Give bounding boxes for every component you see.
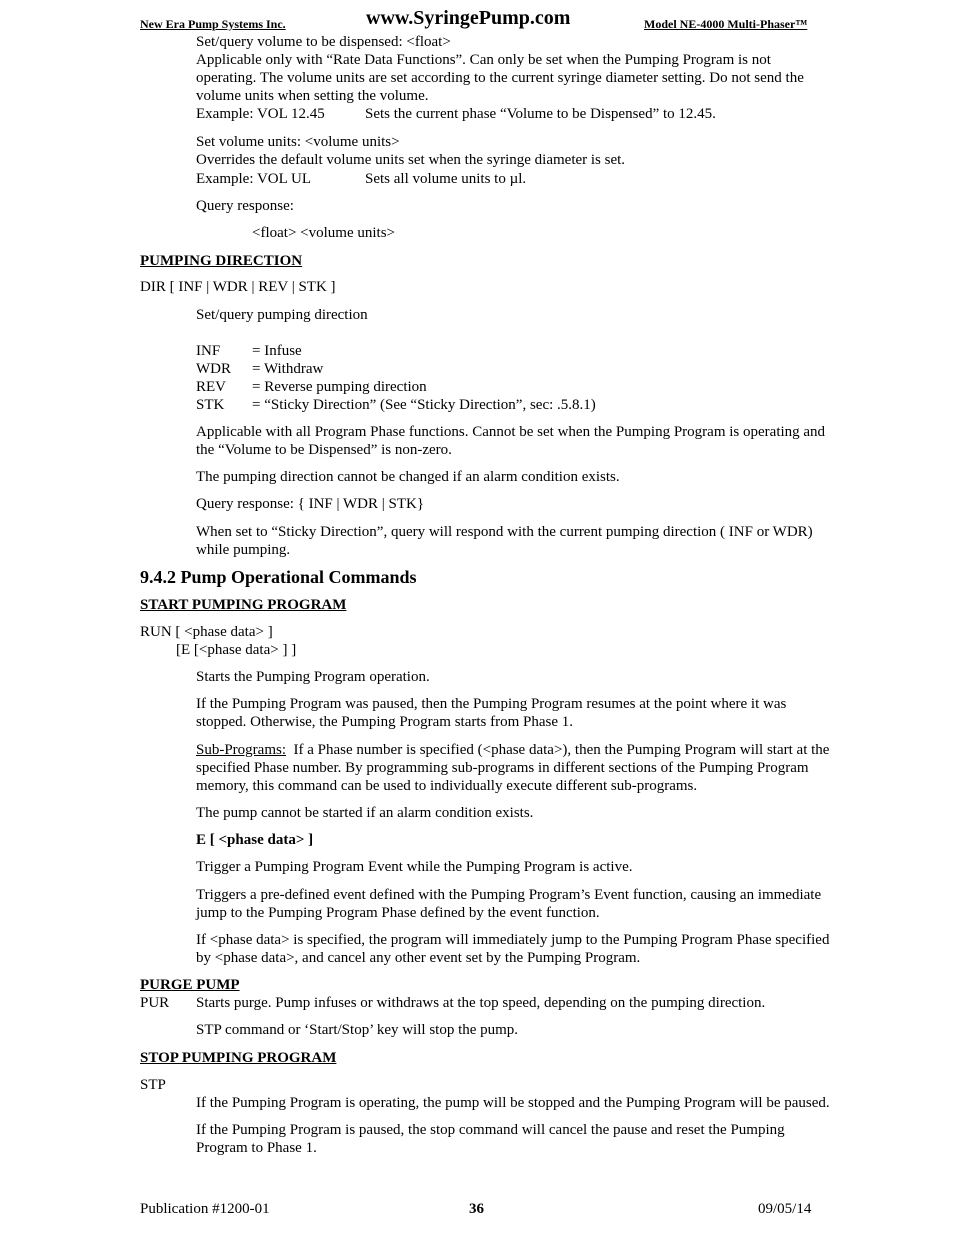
vol-line-4: volume units when setting the volume. — [196, 88, 429, 104]
vol-query-label: Query response: — [196, 198, 294, 214]
purge-para-2: STP command or ‘Start/Stop’ key will stop the pump. — [196, 1022, 519, 1038]
vol-line-3: operating. The volume units are set according to the current syringe diameter setting. Do not send the — [196, 70, 804, 86]
run-para-6-line-2: jump to the Pumping Program Phase defined by the event function. — [196, 905, 600, 921]
purge-cmd: PUR — [140, 995, 170, 1011]
dir-option-code: INF — [196, 343, 221, 359]
footer-date: 09/05/14 — [758, 1201, 812, 1217]
dir-desc: Set/query pumping direction — [196, 307, 368, 323]
run-heading: START PUMPING PROGRAM — [140, 597, 347, 613]
vol-line-1: Set/query volume to be dispensed: <float> — [196, 34, 451, 50]
stop-cmd: STP — [140, 1077, 166, 1093]
section-title: 9.4.2 Pump Operational Commands — [140, 567, 417, 587]
vol-line-2: Applicable only with “Rate Data Functions”. Can only be set when the Pumping Program is not — [196, 52, 771, 68]
run-para-2-line-2: stopped. Otherwise, the Pumping Program starts from Phase 1. — [196, 714, 574, 730]
vol-units-line-2: Overrides the default volume units set when the syringe diameter is set. — [196, 152, 626, 168]
dir-query: Query response: { INF | WDR | STK} — [196, 496, 425, 512]
run-para-4: The pump cannot be started if an alarm condition exists. — [196, 805, 534, 821]
header-website: www.SyringePump.com — [366, 7, 571, 29]
dir-option-code: WDR — [196, 361, 231, 377]
dir-option-meaning: = Infuse — [252, 343, 302, 359]
stop-para-2-line-2: Program to Phase 1. — [196, 1140, 317, 1156]
dir-para-3-line-1: When set to “Sticky Direction”, query will respond with the current pumping direction ( INF or WDR) — [196, 524, 813, 540]
sub-programs-label: Sub-Programs: — [196, 742, 286, 758]
stop-para-2-line-1: If the Pumping Program is paused, the stop command will cancel the pause and reset the Pumping — [196, 1122, 785, 1138]
vol-units-line-1: Set volume units: <volume units> — [196, 134, 400, 150]
run-para-1: Starts the Pumping Program operation. — [196, 669, 430, 685]
vol-query-value: <float> <volume units> — [252, 225, 395, 241]
dir-heading: PUMPING DIRECTION — [140, 253, 303, 269]
run-syntax-1: RUN [ <phase data> ] — [140, 624, 273, 640]
dir-option-meaning: = Withdraw — [252, 361, 324, 377]
vol-example-1-label: Example: VOL 12.45 — [196, 106, 325, 122]
footer-publication: Publication #1200-01 — [140, 1201, 270, 1217]
stop-para-1: If the Pumping Program is operating, the pump will be stopped and the Pumping Program will be paused. — [196, 1095, 830, 1111]
dir-para-1-line-2: the “Volume to be Dispensed” is non-zero. — [196, 442, 452, 458]
footer-page-number: 36 — [469, 1201, 484, 1217]
vol-example-1-desc: Sets the current phase “Volume to be Dispensed” to 12.45. — [365, 106, 716, 122]
dir-para-3-line-2: while pumping. — [196, 542, 291, 558]
purge-desc: Starts purge. Pump infuses or withdraws at the top speed, depending on the pumping direction. — [196, 995, 766, 1011]
dir-para-1-line-1: Applicable with all Program Phase functions. Cannot be set when the Pumping Program is operating and — [196, 424, 826, 440]
run-para-3-line-3: memory, this command can be used to individually execute different sub-programs. — [196, 778, 698, 794]
run-e-heading: E [ <phase data> ] — [196, 832, 314, 848]
run-syntax-2: [E [<phase data> ] ] — [176, 642, 297, 658]
dir-option-meaning: = Reverse pumping direction — [252, 379, 427, 395]
run-para-5: Trigger a Pumping Program Event while the Pumping Program is active. — [196, 859, 633, 875]
run-para-7-line-2: by <phase data>, and cancel any other event set by the Pumping Program. — [196, 950, 641, 966]
dir-option-code: REV — [196, 379, 226, 395]
dir-option-code: STK — [196, 397, 225, 413]
dir-syntax: DIR [ INF | WDR | REV | STK ] — [140, 279, 336, 295]
run-para-3-line-2: specified Phase number. By programming sub-programs in different sections of the Pumping Program — [196, 760, 809, 776]
vol-example-2-label: Example: VOL UL — [196, 171, 311, 187]
header-company: New Era Pump Systems Inc. — [140, 17, 286, 31]
stop-heading: STOP PUMPING PROGRAM — [140, 1050, 337, 1066]
run-para-2-line-1: If the Pumping Program was paused, then the Pumping Program resumes at the point where it was — [196, 696, 787, 712]
run-para-3-text: If a Phase number is specified (<phase data>), then the Pumping Program will start at the — [286, 742, 830, 758]
header-model: Model NE-4000 Multi-Phaser™ — [644, 17, 808, 31]
dir-para-2: The pumping direction cannot be changed if an alarm condition exists. — [196, 469, 620, 485]
dir-option-meaning: = “Sticky Direction” (See “Sticky Direction”, sec: .5.8.1) — [252, 397, 596, 413]
run-para-6-line-1: Triggers a pre-defined event defined with the Pumping Program’s Event function, causing an immediate — [196, 887, 822, 903]
run-para-7-line-1: If <phase data> is specified, the program will immediately jump to the Pumping Program Phase specified — [196, 932, 830, 948]
purge-heading: PURGE PUMP — [140, 977, 240, 993]
run-para-3-line-1 — [196, 741, 829, 759]
vol-example-2-desc: Sets all volume units to µl. — [365, 171, 527, 187]
